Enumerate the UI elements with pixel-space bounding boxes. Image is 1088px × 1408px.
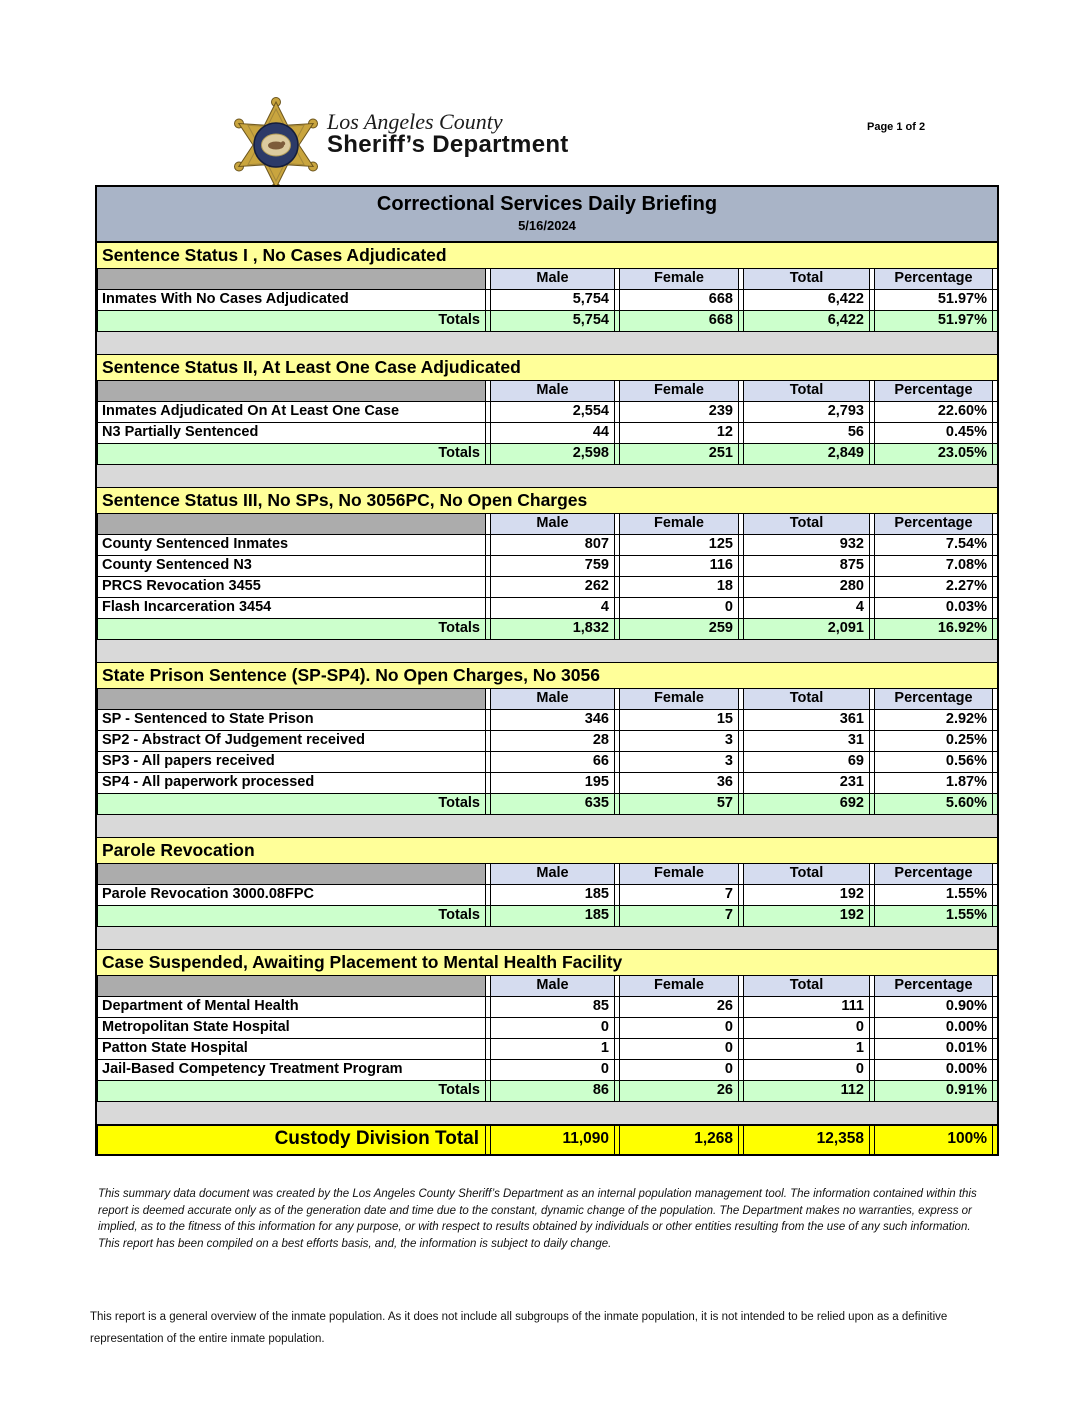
row-value: 7 bbox=[619, 885, 739, 905]
row-value: 361 bbox=[743, 710, 870, 730]
row-label: County Sentenced N3 bbox=[97, 556, 486, 576]
column-header-spacer bbox=[97, 514, 486, 534]
row-value: 15 bbox=[619, 710, 739, 730]
totals-value: 5,754 bbox=[490, 311, 615, 331]
row-value: 0 bbox=[619, 1039, 739, 1059]
grand-total-percentage: 100% bbox=[874, 1126, 993, 1154]
row-value: 231 bbox=[743, 773, 870, 793]
column-header: Percentage bbox=[874, 269, 993, 289]
totals-value: 16.92% bbox=[874, 619, 993, 639]
table-row bbox=[97, 885, 997, 906]
column-header-spacer bbox=[97, 269, 486, 289]
section-title: Sentence Status II, At Least One Case Adjudicated bbox=[97, 355, 997, 381]
row-value: 0.00% bbox=[874, 1060, 993, 1080]
totals-label: Totals bbox=[97, 619, 486, 639]
row-value: 3 bbox=[619, 752, 739, 772]
section-spacer bbox=[97, 815, 997, 838]
totals-row bbox=[97, 311, 997, 332]
row-value: 2.27% bbox=[874, 577, 993, 597]
table-row bbox=[97, 773, 997, 794]
row-value: 22.60% bbox=[874, 402, 993, 422]
totals-value: 259 bbox=[619, 619, 739, 639]
column-header: Total bbox=[743, 514, 870, 534]
table-row bbox=[97, 556, 997, 577]
column-header: Percentage bbox=[874, 864, 993, 884]
column-header: Total bbox=[743, 976, 870, 996]
row-label: Inmates With No Cases Adjudicated bbox=[97, 290, 486, 310]
row-value: 185 bbox=[490, 885, 615, 905]
row-value: 1 bbox=[743, 1039, 870, 1059]
section-spacer bbox=[97, 640, 997, 663]
row-label: Jail-Based Competency Treatment Program bbox=[97, 1060, 486, 1080]
row-value: 192 bbox=[743, 885, 870, 905]
row-label: Metropolitan State Hospital bbox=[97, 1018, 486, 1038]
totals-value: 23.05% bbox=[874, 444, 993, 464]
row-value: 0 bbox=[743, 1060, 870, 1080]
agency-logotype bbox=[327, 110, 569, 158]
column-header: Female bbox=[619, 381, 739, 401]
totals-value: 635 bbox=[490, 794, 615, 814]
table-row bbox=[97, 402, 997, 423]
table-row bbox=[97, 1060, 997, 1081]
row-value: 18 bbox=[619, 577, 739, 597]
column-header-row bbox=[97, 269, 997, 290]
report-title-bar bbox=[97, 187, 997, 243]
row-value: 239 bbox=[619, 402, 739, 422]
row-value: 280 bbox=[743, 577, 870, 597]
row-value: 0 bbox=[490, 1060, 615, 1080]
column-header: Female bbox=[619, 514, 739, 534]
row-label: SP3 - All papers received bbox=[97, 752, 486, 772]
column-header: Percentage bbox=[874, 514, 993, 534]
row-value: 262 bbox=[490, 577, 615, 597]
totals-label: Totals bbox=[97, 444, 486, 464]
column-header-row bbox=[97, 381, 997, 402]
column-header: Male bbox=[490, 514, 615, 534]
row-value: 759 bbox=[490, 556, 615, 576]
row-value: 51.97% bbox=[874, 290, 993, 310]
totals-label: Totals bbox=[97, 1081, 486, 1101]
row-value: 0 bbox=[619, 598, 739, 618]
column-header: Female bbox=[619, 976, 739, 996]
section-title: Sentence Status I , No Cases Adjudicated bbox=[97, 243, 997, 269]
section-title: Sentence Status III, No SPs, No 3056PC, No Open Charges bbox=[97, 488, 997, 514]
table-row bbox=[97, 598, 997, 619]
row-value: 0 bbox=[619, 1018, 739, 1038]
logo-department-line: Sheriff’s Department bbox=[327, 131, 569, 158]
column-header-row bbox=[97, 864, 997, 885]
row-value: 6,422 bbox=[743, 290, 870, 310]
sheriff-star-badge-icon bbox=[230, 96, 322, 199]
column-header: Male bbox=[490, 864, 615, 884]
row-value: 7.08% bbox=[874, 556, 993, 576]
row-value: 0 bbox=[619, 1060, 739, 1080]
row-value: 44 bbox=[490, 423, 615, 443]
column-header: Male bbox=[490, 976, 615, 996]
section-spacer bbox=[97, 1102, 997, 1125]
totals-value: 251 bbox=[619, 444, 739, 464]
totals-label: Totals bbox=[97, 906, 486, 926]
row-value: 1.87% bbox=[874, 773, 993, 793]
row-value: 0.90% bbox=[874, 997, 993, 1017]
row-value: 66 bbox=[490, 752, 615, 772]
table-row bbox=[97, 997, 997, 1018]
table-row bbox=[97, 423, 997, 444]
totals-value: 86 bbox=[490, 1081, 615, 1101]
row-value: 36 bbox=[619, 773, 739, 793]
row-value: 668 bbox=[619, 290, 739, 310]
row-value: 2,793 bbox=[743, 402, 870, 422]
row-value: 2.92% bbox=[874, 710, 993, 730]
overview-paragraph: This report is a general overview of the inmate population. As it does not include all subgroups of the inmate population, it is not intended to be relied upon as a definitive representation of the entire inmate population. bbox=[90, 1311, 948, 1345]
totals-value: 57 bbox=[619, 794, 739, 814]
row-value: 1.55% bbox=[874, 885, 993, 905]
daily-briefing-table bbox=[95, 185, 999, 1156]
totals-value: 1.55% bbox=[874, 906, 993, 926]
row-value: 2,554 bbox=[490, 402, 615, 422]
table-row bbox=[97, 752, 997, 773]
grand-total-female: 1,268 bbox=[619, 1126, 739, 1154]
row-value: 0.45% bbox=[874, 423, 993, 443]
column-header-spacer bbox=[97, 976, 486, 996]
page-number-label: Page 1 of 2 bbox=[867, 121, 926, 133]
totals-value: 692 bbox=[743, 794, 870, 814]
section-spacer bbox=[97, 927, 997, 950]
column-header: Total bbox=[743, 864, 870, 884]
row-value: 69 bbox=[743, 752, 870, 772]
row-value: 0 bbox=[490, 1018, 615, 1038]
report-sections bbox=[97, 243, 997, 1125]
totals-value: 2,091 bbox=[743, 619, 870, 639]
table-row bbox=[97, 1039, 997, 1060]
totals-row bbox=[97, 906, 997, 927]
totals-value: 5.60% bbox=[874, 794, 993, 814]
table-row bbox=[97, 535, 997, 556]
report-date: 5/16/2024 bbox=[518, 218, 576, 233]
table-row bbox=[97, 577, 997, 598]
row-value: 85 bbox=[490, 997, 615, 1017]
row-value: 3 bbox=[619, 731, 739, 751]
row-value: 111 bbox=[743, 997, 870, 1017]
column-header: Percentage bbox=[874, 689, 993, 709]
grand-total-male: 11,090 bbox=[490, 1126, 615, 1154]
column-header: Female bbox=[619, 864, 739, 884]
totals-row bbox=[97, 1081, 997, 1102]
grand-total-label: Custody Division Total bbox=[97, 1126, 486, 1154]
row-value: 125 bbox=[619, 535, 739, 555]
row-value: 56 bbox=[743, 423, 870, 443]
row-value: 26 bbox=[619, 997, 739, 1017]
totals-value: 51.97% bbox=[874, 311, 993, 331]
column-header: Total bbox=[743, 689, 870, 709]
row-value: 0.00% bbox=[874, 1018, 993, 1038]
totals-value: 668 bbox=[619, 311, 739, 331]
totals-value: 6,422 bbox=[743, 311, 870, 331]
totals-value: 192 bbox=[743, 906, 870, 926]
column-header: Total bbox=[743, 381, 870, 401]
totals-row bbox=[97, 444, 997, 465]
row-label: Flash Incarceration 3454 bbox=[97, 598, 486, 618]
totals-row bbox=[97, 619, 997, 640]
row-value: 7.54% bbox=[874, 535, 993, 555]
row-label: PRCS Revocation 3455 bbox=[97, 577, 486, 597]
grand-total-total: 12,358 bbox=[743, 1126, 870, 1154]
table-row bbox=[97, 710, 997, 731]
column-header-row bbox=[97, 976, 997, 997]
row-value: 5,754 bbox=[490, 290, 615, 310]
row-value: 4 bbox=[743, 598, 870, 618]
row-value: 195 bbox=[490, 773, 615, 793]
row-value: 31 bbox=[743, 731, 870, 751]
row-value: 28 bbox=[490, 731, 615, 751]
totals-value: 1,832 bbox=[490, 619, 615, 639]
column-header-spacer bbox=[97, 381, 486, 401]
column-header-spacer bbox=[97, 864, 486, 884]
column-header: Male bbox=[490, 689, 615, 709]
logo-county-line: Los Angeles County bbox=[327, 109, 503, 134]
column-header: Female bbox=[619, 689, 739, 709]
row-label: County Sentenced Inmates bbox=[97, 535, 486, 555]
table-row bbox=[97, 1018, 997, 1039]
row-label: SP2 - Abstract Of Judgement received bbox=[97, 731, 486, 751]
row-value: 0.01% bbox=[874, 1039, 993, 1059]
totals-value: 0.91% bbox=[874, 1081, 993, 1101]
row-label: SP - Sentenced to State Prison bbox=[97, 710, 486, 730]
totals-value: 112 bbox=[743, 1081, 870, 1101]
section-title: State Prison Sentence (SP-SP4). No Open Charges, No 3056 bbox=[97, 663, 997, 689]
totals-label: Totals bbox=[97, 311, 486, 331]
totals-value: 26 bbox=[619, 1081, 739, 1101]
row-label: Patton State Hospital bbox=[97, 1039, 486, 1059]
column-header-row bbox=[97, 689, 997, 710]
column-header: Female bbox=[619, 269, 739, 289]
row-value: 12 bbox=[619, 423, 739, 443]
disclaimer-paragraph: This summary data document was created by the Los Angeles County Sheriff’s Department as an internal population management tool. The information contained within this report is deemed accurate only as of the generation date and time due to the constant, dynamic change of the population. The Department makes no warranties, express or implied, as to the fitness of this information for any purpose, or with respect to results obtained by individuals or other entities resulting from the use of any such information. This report has been compiled on a best efforts basis, and, the information is subject to daily change. bbox=[98, 1188, 977, 1250]
totals-label: Totals bbox=[97, 794, 486, 814]
section-title: Parole Revocation bbox=[97, 838, 997, 864]
row-value: 0.56% bbox=[874, 752, 993, 772]
row-value: 0.03% bbox=[874, 598, 993, 618]
row-label: Parole Revocation 3000.08FPC bbox=[97, 885, 486, 905]
column-header-row bbox=[97, 514, 997, 535]
row-value: 116 bbox=[619, 556, 739, 576]
report-title: Correctional Services Daily Briefing bbox=[376, 193, 718, 215]
column-header: Total bbox=[743, 269, 870, 289]
table-row bbox=[97, 290, 997, 311]
table-row bbox=[97, 731, 997, 752]
row-value: 1 bbox=[490, 1039, 615, 1059]
row-value: 807 bbox=[490, 535, 615, 555]
custody-division-total-row bbox=[97, 1125, 997, 1154]
column-header: Percentage bbox=[874, 381, 993, 401]
row-label: SP4 - All paperwork processed bbox=[97, 773, 486, 793]
row-value: 4 bbox=[490, 598, 615, 618]
column-header: Percentage bbox=[874, 976, 993, 996]
row-value: 346 bbox=[490, 710, 615, 730]
totals-row bbox=[97, 794, 997, 815]
section-spacer bbox=[97, 332, 997, 355]
row-value: 0 bbox=[743, 1018, 870, 1038]
row-value: 0.25% bbox=[874, 731, 993, 751]
row-label: N3 Partially Sentenced bbox=[97, 423, 486, 443]
totals-value: 2,598 bbox=[490, 444, 615, 464]
totals-value: 2,849 bbox=[743, 444, 870, 464]
row-value: 875 bbox=[743, 556, 870, 576]
column-header-spacer bbox=[97, 689, 486, 709]
row-label: Inmates Adjudicated On At Least One Case bbox=[97, 402, 486, 422]
row-label: Department of Mental Health bbox=[97, 997, 486, 1017]
column-header: Male bbox=[490, 269, 615, 289]
column-header: Male bbox=[490, 381, 615, 401]
section-title: Case Suspended, Awaiting Placement to Mental Health Facility bbox=[97, 950, 997, 976]
totals-value: 7 bbox=[619, 906, 739, 926]
section-spacer bbox=[97, 465, 997, 488]
row-value: 932 bbox=[743, 535, 870, 555]
totals-value: 185 bbox=[490, 906, 615, 926]
